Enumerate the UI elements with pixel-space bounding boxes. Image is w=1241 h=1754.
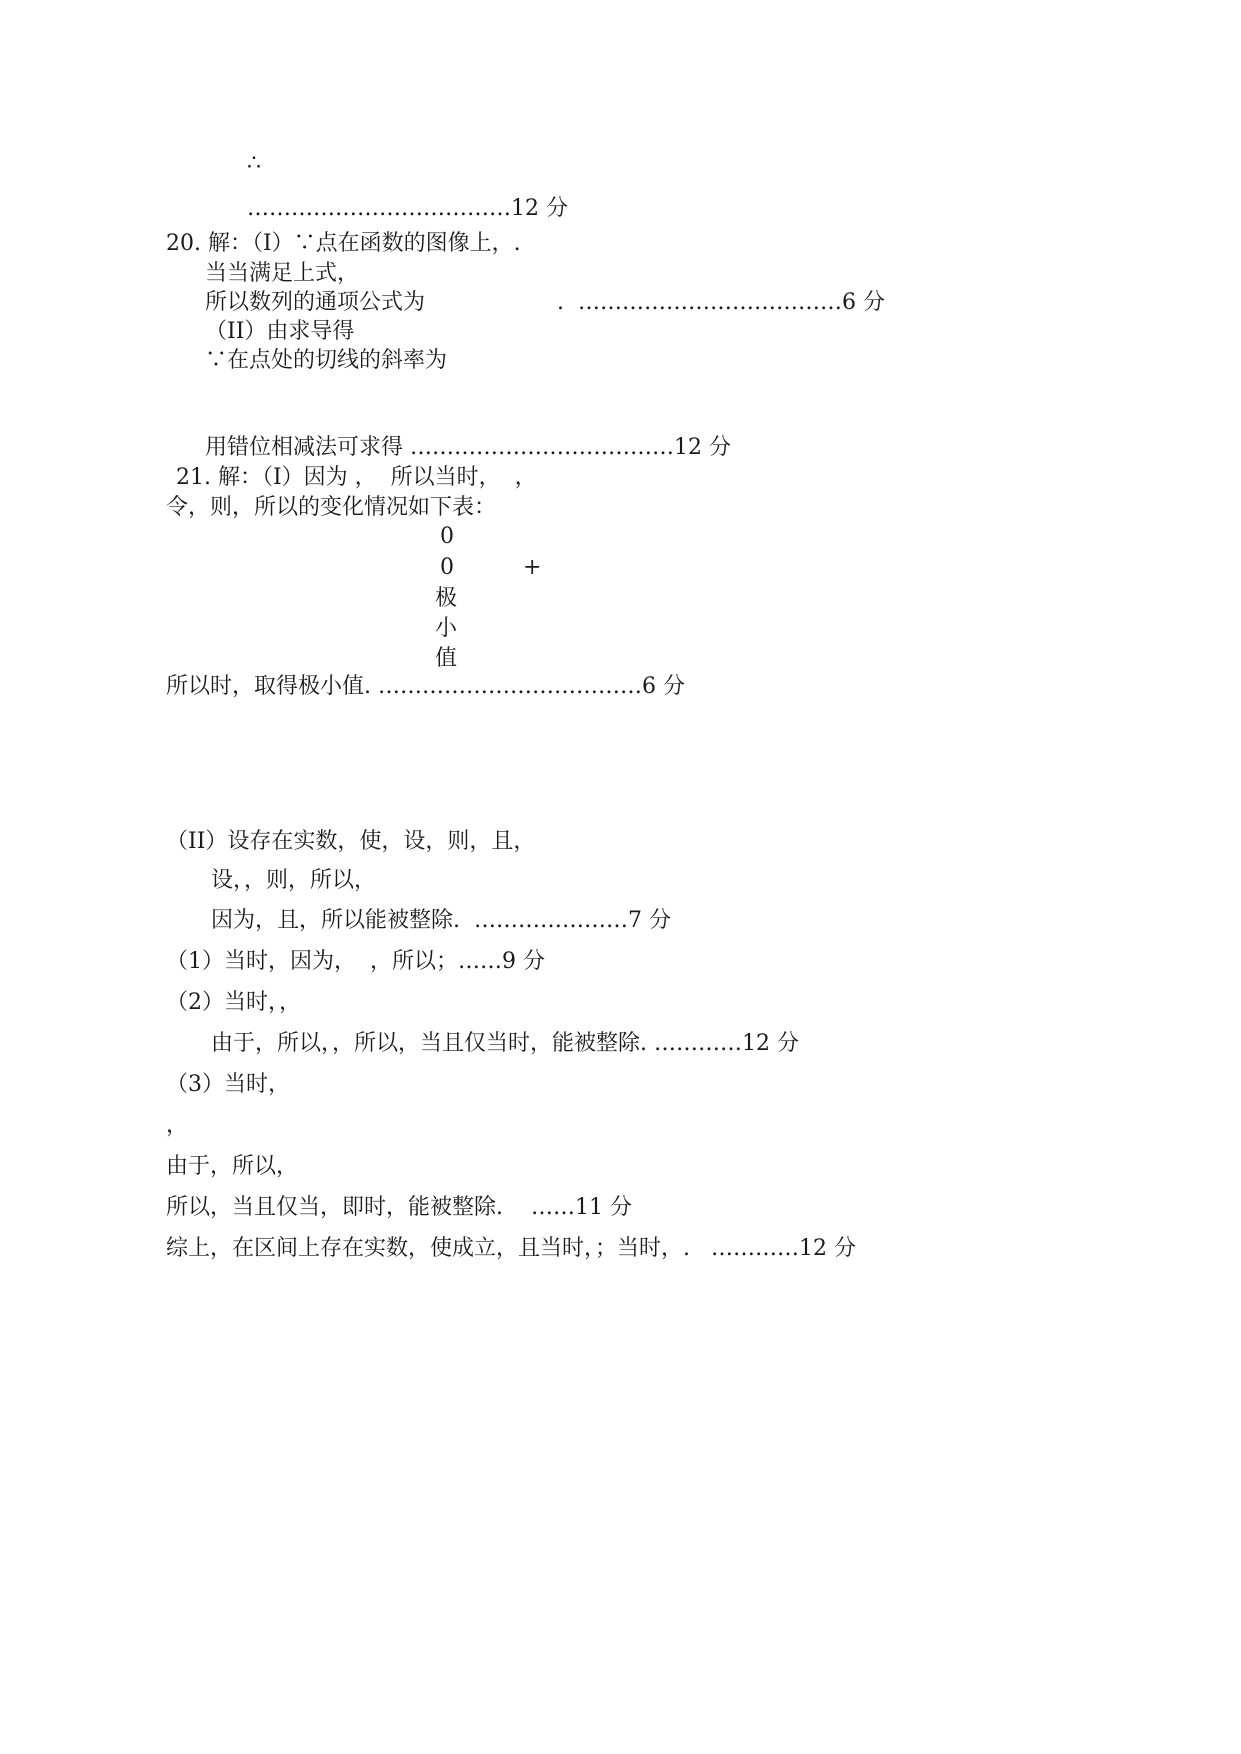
table-cell-zhi: 值: [435, 646, 458, 671]
summary-line: 综上，在区间上存在实数，使成立，且当时，；当时，. …………12 分: [166, 1236, 856, 1261]
table-cell-plus: +: [523, 555, 542, 580]
q21-line-2: 令，则，所以的变化情况如下表：: [166, 495, 497, 520]
table-cell-zero-1: 0: [440, 524, 454, 549]
case-2-line: （2）当时，，: [166, 990, 301, 1015]
q20-heading: 20. 解：（I）∵点在函数的图像上，.: [166, 231, 521, 256]
q20-line-6: 用错位相减法可求得 ………………………………12 分: [205, 435, 731, 460]
table-cell-zero-2: 0: [440, 555, 454, 580]
q20-line-3a: 所以数列的通项公式为: [205, 290, 426, 315]
case-3-line: （3）当时，: [166, 1072, 290, 1097]
case-3-line-2: 由于，所以，: [166, 1154, 299, 1179]
case-3-comma: ，: [166, 1113, 189, 1138]
q21-part-ii-line-2: 设，，则，所以，: [211, 868, 377, 893]
q20-line-5: ∵在点处的切线的斜率为: [205, 348, 448, 373]
q21-part-ii-line-3: 因为，且，所以能被整除. …………………7 分: [211, 908, 671, 933]
case-1-line: （1）当时，因为， ，所以；……9 分: [166, 949, 545, 974]
q20-line-3b: . ………………………………6 分: [557, 290, 885, 315]
q21-line-3: 所以时，取得极小值. ………………………………6 分: [166, 674, 685, 699]
case-3-line-3: 所以，当且仅当，即时，能被整除. ……11 分: [166, 1195, 632, 1220]
case-2-line-2: 由于，所以，，所以，当且仅当时，能被整除. …………12 分: [211, 1031, 799, 1056]
q20-line-4: （II）由求导得: [205, 319, 355, 344]
q21-part-ii-heading: （II）设存在实数，使，设，则，且，: [166, 829, 536, 854]
therefore-symbol: ∴: [247, 151, 261, 176]
table-cell-xiao: 小: [435, 616, 458, 641]
q21-heading: 21. 解：（I）因为 ， 所以当时， ，: [176, 465, 537, 490]
q20-line-2: 当当满足上式，: [205, 261, 360, 286]
table-cell-ji: 极: [435, 586, 458, 611]
q19-score-line: ………………………………12 分: [247, 196, 568, 221]
